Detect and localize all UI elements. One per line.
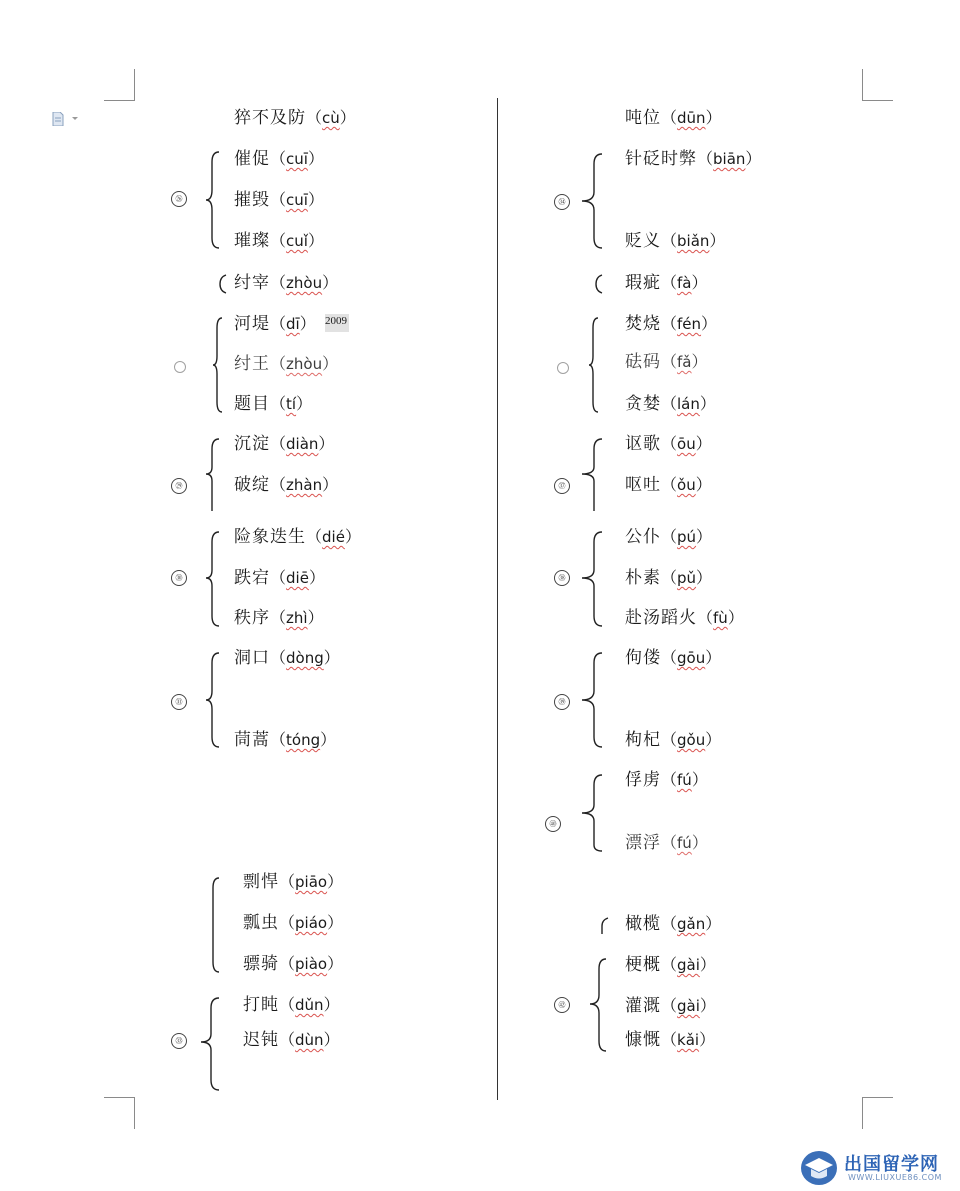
word: 纣王 bbox=[234, 354, 270, 374]
entry: 沉淀（diàn） bbox=[234, 434, 335, 454]
pinyin: pǔ bbox=[677, 569, 697, 587]
comment-note: 2009 bbox=[325, 314, 349, 332]
entry: 催促（cuī） bbox=[234, 149, 324, 169]
word: 打盹 bbox=[243, 995, 279, 1015]
brace bbox=[205, 651, 221, 749]
word: 赴汤蹈火 bbox=[625, 608, 697, 628]
entry: 砝码（fǎ） bbox=[625, 352, 708, 372]
entry: 瓢虫（piáo） bbox=[243, 913, 344, 933]
entry: 灌溉（gài） bbox=[625, 996, 716, 1016]
entry: 剽悍（piāo） bbox=[243, 872, 344, 892]
entry: 赴汤蹈火（fù） bbox=[625, 608, 744, 628]
word: 枸杞 bbox=[625, 730, 661, 750]
group-number-39: ㊴ bbox=[554, 694, 570, 710]
entry: 瑕疵（fà） bbox=[625, 273, 708, 293]
entry: 讴歌（ōu） bbox=[625, 434, 712, 454]
entry: 漂浮（fú） bbox=[625, 833, 708, 853]
word: 题目 bbox=[234, 394, 270, 414]
entry: 橄榄（gǎn） bbox=[625, 914, 722, 934]
group-number-34: ㉞ bbox=[554, 194, 570, 210]
entry: 焚烧（fén） bbox=[625, 314, 718, 334]
brace bbox=[580, 152, 604, 250]
entry: 破绽（zhàn） bbox=[234, 475, 339, 495]
pinyin: gài bbox=[677, 997, 700, 1015]
pinyin: zhì bbox=[286, 609, 308, 627]
group-number-29: ㉙ bbox=[171, 478, 187, 494]
entry: 慷慨（kǎi） bbox=[625, 1030, 716, 1050]
entry: 俘虏（fú） bbox=[625, 770, 708, 790]
pinyin: diē bbox=[286, 569, 309, 587]
document-icon[interactable] bbox=[52, 112, 80, 126]
entry: 针砭时弊（biān） bbox=[625, 149, 762, 169]
pinyin: diàn bbox=[286, 435, 319, 453]
pinyin: piáo bbox=[295, 914, 328, 932]
word: 焚烧 bbox=[625, 314, 661, 334]
group-number-33: ㉝ bbox=[171, 1033, 187, 1049]
pinyin: zhòu bbox=[286, 355, 323, 373]
entry: 吨位（dūn） bbox=[625, 108, 722, 128]
word: 迟钝 bbox=[243, 1030, 279, 1050]
word: 纣宰 bbox=[234, 273, 270, 293]
word: 险象迭生 bbox=[234, 527, 306, 547]
entry: 梗概（gài） bbox=[625, 955, 716, 975]
entry: 佝偻（gōu） bbox=[625, 648, 722, 668]
entry: 河堤（dī） bbox=[234, 314, 316, 334]
pinyin: fù bbox=[713, 609, 728, 627]
word: 剽悍 bbox=[243, 872, 279, 892]
watermark-url: WWW.LIUXUE86.COM bbox=[848, 1173, 942, 1182]
pinyin: dùn bbox=[295, 1031, 324, 1049]
entry: 纣宰（zhòu） bbox=[234, 273, 339, 293]
pinyin: fú bbox=[677, 834, 692, 852]
word: 砝码 bbox=[625, 352, 661, 372]
pinyin: ǒu bbox=[677, 476, 696, 494]
pinyin: zhòu bbox=[286, 274, 323, 292]
pinyin: tóng bbox=[286, 731, 321, 749]
pinyin: fén bbox=[677, 315, 702, 333]
word: 俘虏 bbox=[625, 770, 661, 790]
pinyin: lán bbox=[677, 395, 700, 413]
pinyin: biān bbox=[713, 150, 746, 168]
pinyin: dī bbox=[286, 315, 300, 333]
pinyin: gǎn bbox=[677, 915, 706, 933]
brace-partial bbox=[218, 273, 228, 295]
word: 贪婪 bbox=[625, 394, 661, 414]
brace bbox=[588, 957, 608, 1053]
word: 瓢虫 bbox=[243, 913, 279, 933]
word: 摧毁 bbox=[234, 190, 270, 210]
group-number-30: ㉚ bbox=[171, 570, 187, 586]
pinyin: piāo bbox=[295, 873, 328, 891]
word: 璀璨 bbox=[234, 231, 270, 251]
entry: 呕吐（ǒu） bbox=[625, 475, 712, 495]
group-number bbox=[557, 362, 569, 374]
entry: 贪婪（lán） bbox=[625, 394, 716, 414]
pinyin: biǎn bbox=[677, 232, 710, 250]
entry: 险象迭生（dié） bbox=[234, 527, 361, 547]
brace bbox=[580, 437, 604, 511]
entry: 朴素（pǔ） bbox=[625, 568, 713, 588]
word: 漂浮 bbox=[625, 833, 661, 853]
entry: 骠骑（piào） bbox=[243, 954, 344, 974]
word: 针砭时弊 bbox=[625, 149, 697, 169]
entry: 璀璨（cuǐ） bbox=[234, 231, 324, 251]
watermark-title: 出国留学网 bbox=[844, 1154, 939, 1175]
group-number-42: ㊷ bbox=[554, 997, 570, 1013]
word: 河堤 bbox=[234, 314, 270, 334]
word: 贬义 bbox=[625, 231, 661, 251]
pinyin: dǔn bbox=[295, 996, 324, 1014]
brace bbox=[205, 530, 221, 628]
group-number-37: ㊲ bbox=[554, 478, 570, 494]
entry: 公仆（pú） bbox=[625, 527, 713, 547]
entry: 贬义（biǎn） bbox=[625, 231, 726, 251]
word: 催促 bbox=[234, 149, 270, 169]
pinyin: fǎ bbox=[677, 353, 692, 371]
entry: 秩序（zhì） bbox=[234, 608, 324, 628]
pinyin: zhàn bbox=[286, 476, 323, 494]
word: 骠骑 bbox=[243, 954, 279, 974]
word: 呕吐 bbox=[625, 475, 661, 495]
brace bbox=[205, 150, 221, 250]
word: 橄榄 bbox=[625, 914, 661, 934]
brace bbox=[199, 996, 221, 1092]
word: 灌溉 bbox=[625, 996, 661, 1016]
pinyin: cuī bbox=[286, 150, 308, 168]
word: 讴歌 bbox=[625, 434, 661, 454]
pinyin: fà bbox=[677, 274, 692, 292]
brace bbox=[588, 316, 600, 414]
pinyin: cuī bbox=[286, 191, 308, 209]
brace bbox=[207, 876, 221, 974]
entry: 迟钝（dùn） bbox=[243, 1030, 340, 1050]
word: 洞口 bbox=[234, 648, 270, 668]
brace-partial bbox=[600, 916, 610, 936]
pinyin: gōu bbox=[677, 649, 706, 667]
word: 茼蒿 bbox=[234, 730, 270, 750]
pinyin: gài bbox=[677, 956, 700, 974]
brace bbox=[580, 773, 604, 853]
column-divider bbox=[497, 98, 498, 1100]
word: 猝不及防 bbox=[234, 108, 306, 128]
pinyin: kǎi bbox=[677, 1031, 700, 1049]
pinyin: dòng bbox=[286, 649, 324, 667]
entry: 枸杞（gǒu） bbox=[625, 730, 722, 750]
pinyin: dié bbox=[322, 528, 345, 546]
entry: 打盹（dǔn） bbox=[243, 995, 340, 1015]
pinyin: cuǐ bbox=[286, 232, 308, 250]
word: 朴素 bbox=[625, 568, 661, 588]
word: 破绽 bbox=[234, 475, 270, 495]
entry: 摧毁（cuī） bbox=[234, 190, 324, 210]
entry: 跌宕（diē） bbox=[234, 568, 325, 588]
entry: 茼蒿（tóng） bbox=[234, 730, 337, 750]
group-number bbox=[174, 361, 186, 373]
pinyin: gǒu bbox=[677, 731, 706, 749]
brace bbox=[205, 437, 221, 511]
word: 公仆 bbox=[625, 527, 661, 547]
pinyin: pú bbox=[677, 528, 697, 546]
entry-cu: 猝不及防（cù） bbox=[234, 108, 356, 128]
word: 吨位 bbox=[625, 108, 661, 128]
pinyin: cù bbox=[322, 109, 340, 127]
pinyin: piào bbox=[295, 955, 328, 973]
word: 沉淀 bbox=[234, 434, 270, 454]
brace bbox=[580, 651, 604, 749]
pinyin: dūn bbox=[677, 109, 706, 127]
entry: 纣王（zhòu） bbox=[234, 354, 339, 374]
brace bbox=[580, 530, 604, 628]
brace bbox=[212, 316, 224, 414]
group-number-40: ㊵ bbox=[545, 816, 561, 832]
group-number-38: ㊳ bbox=[554, 570, 570, 586]
pinyin: fú bbox=[677, 771, 692, 789]
pinyin: tí bbox=[286, 395, 297, 413]
word: 跌宕 bbox=[234, 568, 270, 588]
pinyin: ōu bbox=[677, 435, 696, 453]
word: 秩序 bbox=[234, 608, 270, 628]
entry: 洞口（dòng） bbox=[234, 648, 340, 668]
group-number-31: ㉛ bbox=[171, 694, 187, 710]
word: 慷慨 bbox=[625, 1030, 661, 1050]
word: 瑕疵 bbox=[625, 273, 661, 293]
word: 梗概 bbox=[625, 955, 661, 975]
group-number-26: ㉖ bbox=[171, 191, 187, 207]
brace-partial bbox=[594, 273, 604, 295]
entry: 题目（tí） bbox=[234, 394, 313, 414]
word: 佝偻 bbox=[625, 648, 661, 668]
